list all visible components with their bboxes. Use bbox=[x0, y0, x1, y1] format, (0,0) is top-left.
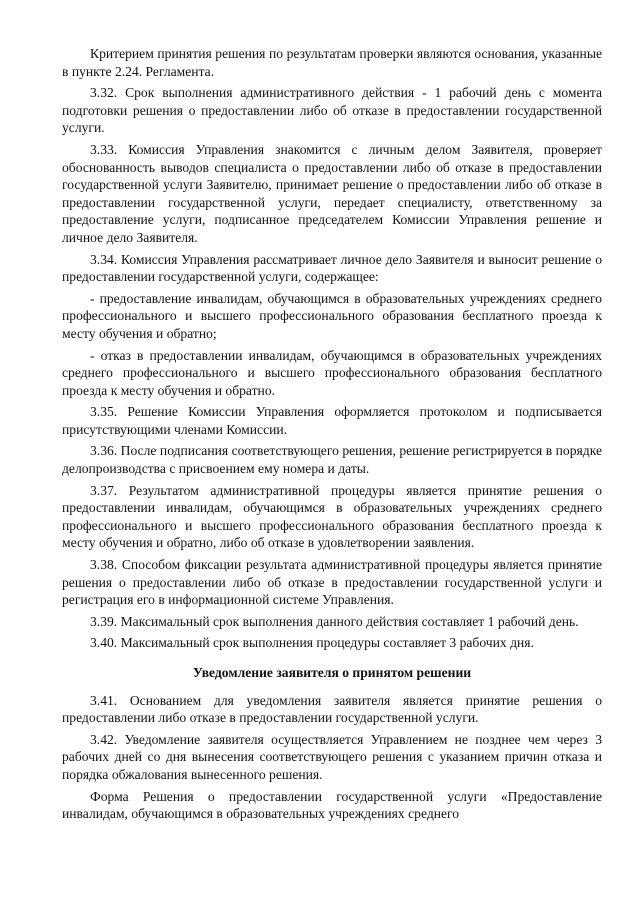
paragraph-3-38: 3.38. Способом фиксации результата административной процедуры является принятие решения о предоставлении либо об отказе в предоставлении государственной услуги и регистрация его в информационной системе Управления. bbox=[62, 557, 602, 608]
paragraph-3-34: 3.34. Комиссия Управления рассматривает личное дело Заявителя и выносит решение о предоставлении государственной услуги, содержащее: bbox=[62, 251, 602, 285]
paragraph-3-39: 3.39. Максимальный срок выполнения данного действия составляет 1 рабочий день. bbox=[90, 613, 579, 629]
paragraph-3-41: 3.41. Основанием для уведомления заявителя является принятие решения о предоставлении либо отказе в предоставлении государственной услуги. bbox=[62, 692, 602, 726]
list-item-grant: - предоставление инвалидам, обучающимся в образовательных учреждениях среднего профессионального и высшего профессионального образования бесплатного проезда к месту обучения и обратно; bbox=[62, 290, 602, 341]
paragraph-3-35: 3.35. Решение Комиссии Управления оформляется протоколом и подписывается присутствующими членами Комиссии. bbox=[62, 404, 602, 437]
paragraph-3-42: 3.42. Уведомление заявителя осуществляется Управлением не позднее чем через 3 рабочих дней со дня вынесения соответствующего решения с указанием причин отказа и порядка обжалования вынесенного решения. bbox=[62, 731, 602, 782]
list-item-refusal: - отказ в предоставлении инвалидам, обучающимся в образовательных учреждениях среднего профессионального и высшего профессионального образования бесплатного проезда к месту обучения и обратно. bbox=[62, 347, 602, 398]
paragraph-form-decision: Форма Решения о предоставлении государственной услуги «Предоставление инвалидам, обучающимся в образовательных учреждениях среднего bbox=[62, 788, 602, 822]
paragraph-3-32: 3.32. Срок выполнения административного действия - 1 рабочий день с момента подготовки решения о предоставлении либо об отказе в предоставлении государственной услуги. bbox=[62, 85, 602, 136]
paragraph-3-33: 3.33. Комиссия Управления знакомится с личным делом Заявителя, проверяет обоснованность выводов специалиста о предоставлении либо об отказе в предоставлении государственной услуги Заявителю, принимает решение о предоставлении либо об отказе в предоставлении государственной услуги, передает специалисту, ответственному за предоставление услуги, подписанное председателем Комиссии Управления решение и личное дело Заявителя. bbox=[62, 141, 602, 245]
paragraph-3-36: 3.36. После подписания соответствующего решения, решение регистрируется в порядке делопроизводства с присвоением ему номера и даты. bbox=[62, 443, 602, 477]
paragraph-3-37: 3.37. Результатом административной процедуры является принятие решения о предоставлении инвалидам, обучающимся в образовательных учреждениях среднего профессионального и высшего профессионального образования бесплатного проезда к месту обучения и обратно, либо об отказе в удовлетворении заявления. bbox=[62, 482, 602, 551]
paragraph-criteria: Критерием принятия решения по результатам проверки являются основания, указанные в пункте 2.24. Регламента. bbox=[62, 46, 602, 79]
paragraph-3-40: 3.40. Максимальный срок выполнения процедуры составляет 3 рабочих дня. bbox=[90, 635, 534, 651]
section-heading: Уведомление заявителя о принятом решении bbox=[192, 665, 472, 680]
